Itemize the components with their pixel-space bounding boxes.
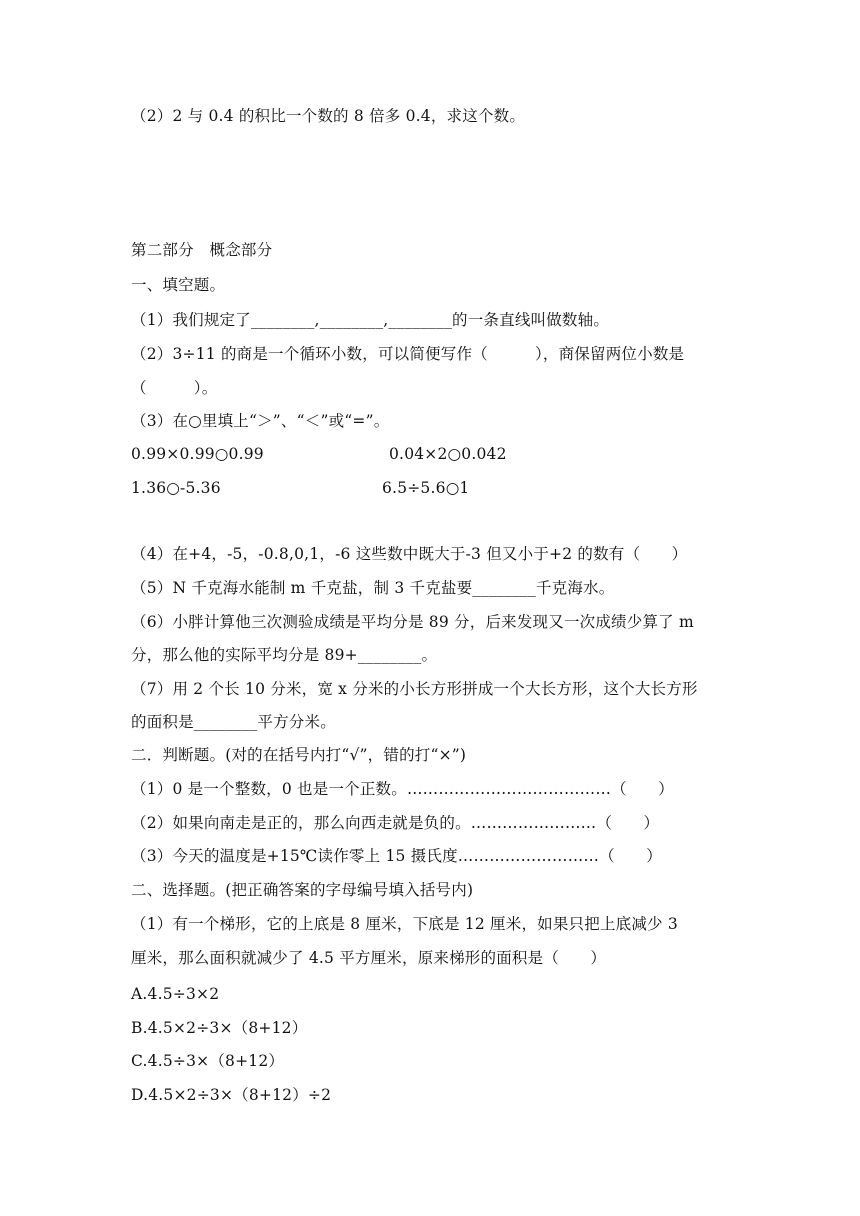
fill-q6-line1: （6）小胖计算他三次测验成绩是平均分是 89 分，后来发现又一次成绩少算了 m: [131, 613, 694, 631]
fill-q2-line1: （2）3÷11 的商是一个循环小数，可以简便写作（ ），商保留两位小数是: [131, 345, 685, 363]
fill-q3-b: 0.04×2○0.042: [389, 445, 507, 463]
option-b: B.4.5×2÷3×（8+12）: [131, 1019, 308, 1037]
fill-q2-line2: （ ）。: [131, 379, 218, 397]
section2-heading: 二．判断题。(对的在括号内打“√”，错的打“×”): [131, 746, 467, 764]
top-problem: （2）2 与 0.4 的积比一个数的 8 倍多 0.4，求这个数。: [131, 107, 526, 125]
fill-q3-d: 6.5÷5.6○1: [382, 479, 470, 497]
part-title: 第二部分 概念部分: [131, 241, 273, 259]
section1-heading: 一、填空题。: [131, 276, 226, 294]
fill-q3-a: 0.99×0.99○0.99: [131, 445, 264, 463]
fill-q7-line2: 的面积是________平方分米。: [131, 713, 336, 731]
judge-q3: （3）今天的温度是+15℃读作零上 15 摄氏度………………………（ ）: [131, 847, 662, 865]
fill-q1: （1）我们规定了________,________,________的一条直线叫做数轴。: [131, 311, 610, 329]
option-c: C.4.5÷3×（8+12）: [131, 1052, 285, 1070]
fill-q3: （3）在○里填上“＞”、“＜”或“=”。: [131, 412, 390, 430]
judge-q1: （1）0 是一个整数，0 也是一个正数。…………………………………（ ）: [131, 780, 674, 798]
fill-q3-c: 1.36○-5.36: [131, 479, 221, 497]
section3-heading: 二、选择题。(把正确答案的字母编号填入括号内): [131, 881, 474, 899]
option-a: A.4.5÷3×2: [131, 985, 220, 1003]
fill-q4: （4）在+4，-5，-0.8,0,1，-6 这些数中既大于-3 但又小于+2 的数有（ ）: [131, 545, 688, 563]
choice-q1-line2: 厘米，那么面积就减少了 4.5 平方厘米，原来梯形的面积是（ ）: [131, 949, 607, 967]
choice-q1-line1: （1）有一个梯形，它的上底是 8 厘米，下底是 12 厘米，如果只把上底减少 3: [131, 915, 678, 933]
fill-q6-line2: 分，那么他的实际平均分是 89+________。: [131, 646, 438, 664]
fill-q7-line1: （7）用 2 个长 10 分米，宽 x 分米的小长方形拼成一个大长方形，这个大长方形: [131, 680, 698, 698]
option-d: D.4.5×2÷3×（8+12）÷2: [131, 1086, 332, 1104]
judge-q2: （2）如果向南走是正的，那么向西走就是负的。……………………（ ）: [131, 814, 660, 832]
fill-q5: （5）N 千克海水能制 m 千克盐，制 3 千克盐要________千克海水。: [131, 579, 615, 597]
